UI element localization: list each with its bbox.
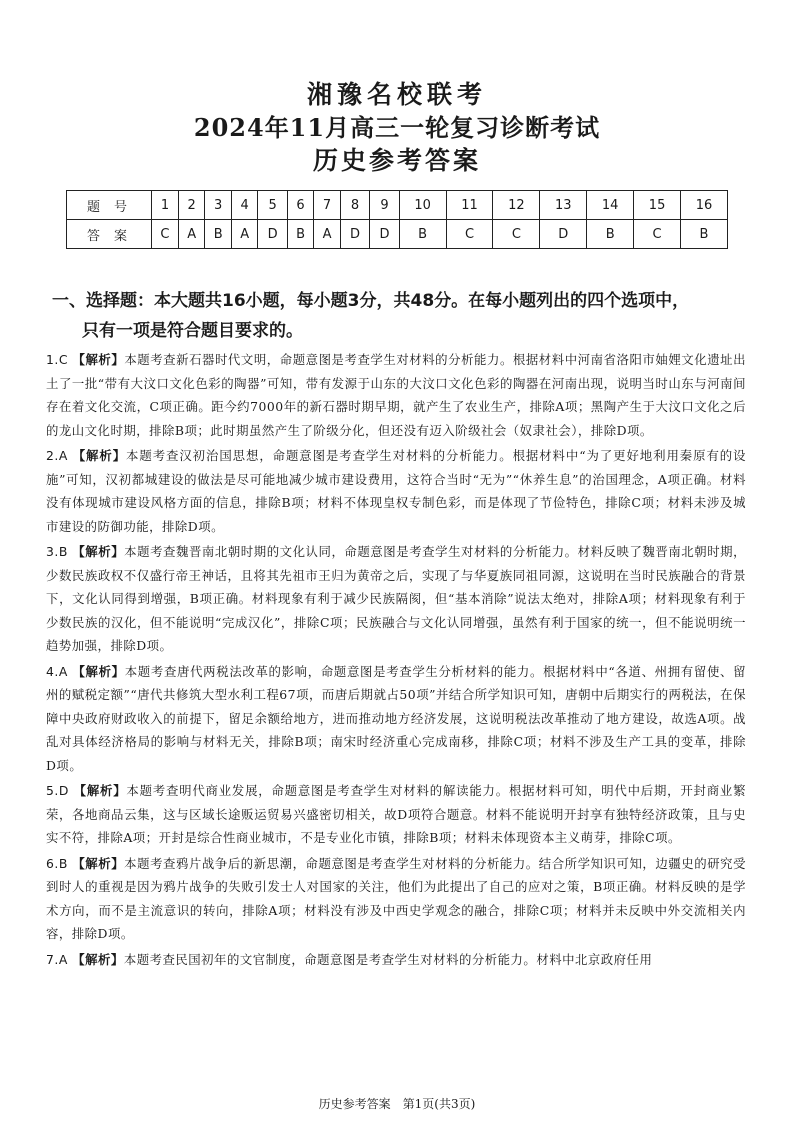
item-text: 本题考查民国初年的文官制度，命题意图是考查学生对材料的分析能力。材料中北京政府任用 xyxy=(123,951,653,967)
question-number-cell: 12 xyxy=(493,191,540,220)
exam-org-title: 湘豫名校联考 xyxy=(306,80,487,109)
explanation-item xyxy=(46,540,746,658)
answer-label: 答案 xyxy=(67,220,152,249)
question-number-cell: 15 xyxy=(634,191,681,220)
item-text: 本题考查明代商业发展，命题意图是考查学生对材料的解读能力。根据材料可知，明代中后期，开封商业繁荣，各地商品云集，这与区域长途贩运贸易兴盛密切相关，故D项符合题意。材料不能说明开封享有独特经济政策，且与史实不符，排除A项；开封是综合性商业城市，不是专业化市镇，排除B项；材料未体现资本主义萌芽，排除C项。 xyxy=(46,783,747,845)
analysis-tag: 【解析】 xyxy=(72,951,124,967)
subject-title: 历史参考答案 xyxy=(312,146,481,175)
explanation-item xyxy=(46,660,746,778)
question-number-cell: 9 xyxy=(370,191,399,220)
explanation-item xyxy=(46,348,746,442)
answer-cell: A xyxy=(231,220,257,249)
answer-cell: D xyxy=(258,220,287,249)
answer-cell: C xyxy=(446,220,493,249)
section-heading-line2: 只有一项是符合题目要求的。 xyxy=(82,321,303,341)
item-number: 5.D xyxy=(46,783,69,798)
answer-cell: A xyxy=(314,220,340,249)
answer-cell: B xyxy=(287,220,314,249)
section-heading-line1: 一、选择题：本大题共16小题，每小题3分，共48分。在每小题列出的四个选项中， xyxy=(52,291,690,311)
question-number-cell: 2 xyxy=(178,191,204,220)
explanation-list xyxy=(46,348,746,973)
answer-cell: D xyxy=(540,220,587,249)
question-number-cell: 14 xyxy=(587,191,634,220)
page-footer: 历史参考答案 第1页(共3页) xyxy=(318,1097,476,1111)
question-number-cell: 4 xyxy=(231,191,257,220)
explanation-item xyxy=(46,948,746,972)
section-heading xyxy=(52,286,758,346)
analysis-tag: 【解析】 xyxy=(72,448,127,463)
question-number-cell: 13 xyxy=(540,191,587,220)
answer-cell: B xyxy=(587,220,634,249)
answer-cell: D xyxy=(340,220,369,249)
item-text: 本题考查汉初治国思想，命题意图是考查学生对材料的分析能力。根据材料中“为了更好地利用秦原有的设施”可知，汉初都城建设的做法是尽可能地减少城市建设费用，这符合当时“无为”“休养生息”的治国理念，A项正确。材料没有体现城市建设风格方面的信息，排除B项；材料不体现皇权专制色彩，而是体现了节俭特色，排除C项；材料未涉及城市建设的防御功能，排除D项。 xyxy=(46,448,747,534)
answer-cell: B xyxy=(399,220,446,249)
question-number-cell: 6 xyxy=(287,191,314,220)
item-number: 4.A xyxy=(46,663,68,679)
answer-cell: C xyxy=(493,220,540,249)
item-text: 本题考查魏晋南北朝时期的文化认同，命题意图是考查学生对材料的分析能力。材料反映了魏晋南北朝时期，少数民族政权不仅盛行帝王神话，且将其先祖市王归为黄帝之后，实现了与华夏族同祖同源，这说明在当时民族融合的背景下，文化认同得到增强，B项正确。材料现象有利于减少民族隔阂，但“基本消除”说法太绝对，排除A项；材料现象有利于少数民族的汉化，但不能说明“完成汉化”，排除C项；民族融合与文化认同增强，虽然有利于国家的统一，但不能说明统一趋势加强，排除D项。 xyxy=(46,544,746,653)
answer-table xyxy=(66,190,728,249)
explanation-item xyxy=(46,852,746,946)
question-number-cell: 8 xyxy=(340,191,369,220)
question-number-cell: 10 xyxy=(399,191,446,220)
question-number-cell: 11 xyxy=(446,191,493,220)
question-number-row xyxy=(67,191,728,220)
explanation-item xyxy=(46,444,746,538)
analysis-tag: 【解析】 xyxy=(72,544,125,559)
answer-cell: C xyxy=(634,220,681,249)
item-text: 本题考查新石器时代文明，命题意图是考查学生对材料的分析能力。根据材料中河南省洛阳市妯娌文化遗址出土了一批“带有大汶口文化色彩的陶器”可知，带有发源于山东的大汶口文化色彩的陶器在河南出现，说明当时山东与河南间存在着文化交流，C项正确。距今约7000年的新石器时期早期，就产生了农业生产，排除A项；黑陶产生于大汶口文化之后的龙山文化时期，排除B项；此时期虽然产生了阶级分化，但还没有迈入阶级社会（奴隶社会），排除D项。 xyxy=(46,352,746,438)
answer-cell: A xyxy=(178,220,204,249)
question-number-cell: 7 xyxy=(314,191,340,220)
analysis-tag: 【解析】 xyxy=(72,663,125,679)
answer-cell: B xyxy=(681,220,728,249)
item-number: 7.A xyxy=(46,951,68,967)
item-number: 3.B xyxy=(46,544,68,559)
item-number: 6.B xyxy=(46,855,68,871)
explanation-item xyxy=(46,779,746,850)
question-number-cell: 5 xyxy=(258,191,287,220)
question-number-cell: 1 xyxy=(152,191,179,220)
question-number-label: 题号 xyxy=(67,191,152,220)
analysis-tag: 【解析】 xyxy=(72,855,125,871)
item-number: 1.C xyxy=(46,352,68,367)
answer-cell: C xyxy=(152,220,179,249)
question-number-cell: 3 xyxy=(205,191,232,220)
analysis-tag: 【解析】 xyxy=(73,783,127,798)
item-text: 本题考查鸦片战争后的新思潮，命题意图是考查学生对材料的分析能力。结合所学知识可知，边疆史的研究受到时人的重视是因为鸦片战争的失败引发士人对国家的关注，他们为此提出了自己的应对之策，B项正确。材料反映的是学术方向，而不是主流意识的转向，排除A项；材料没有涉及中西史学观念的融合，排除C项；材料并未反映中外交流相关内容，排除D项。 xyxy=(46,855,746,941)
question-number-cell: 16 xyxy=(681,191,728,220)
answer-cell: B xyxy=(205,220,232,249)
title-block xyxy=(0,78,794,178)
exam-name-title: 2024年11月高三一轮复习诊断考试 xyxy=(193,113,601,142)
answer-cell: D xyxy=(370,220,399,249)
item-text: 本题考查唐代两税法改革的影响，命题意图是考查学生分析材料的能力。根据材料中“各道、州拥有留使、留州的赋税定额”“唐代共修筑大型水利工程67项，而唐后期就占50项”并结合所学知识可知，唐朝中后期实行的两税法，在保障中央政府财政收入的前提下，留足余额给地方，进而推动地方经济发展，这说明税法改革推动了地方建设，故选A项。战乱对具体经济格局的影响与材料无关，排除B项；南宋时经济重心完成南移，排除C项；材料不涉及生产工具的变革，排除D项。 xyxy=(46,663,746,773)
item-number: 2.A xyxy=(46,448,68,463)
analysis-tag: 【解析】 xyxy=(72,352,125,367)
answer-row xyxy=(67,220,728,249)
